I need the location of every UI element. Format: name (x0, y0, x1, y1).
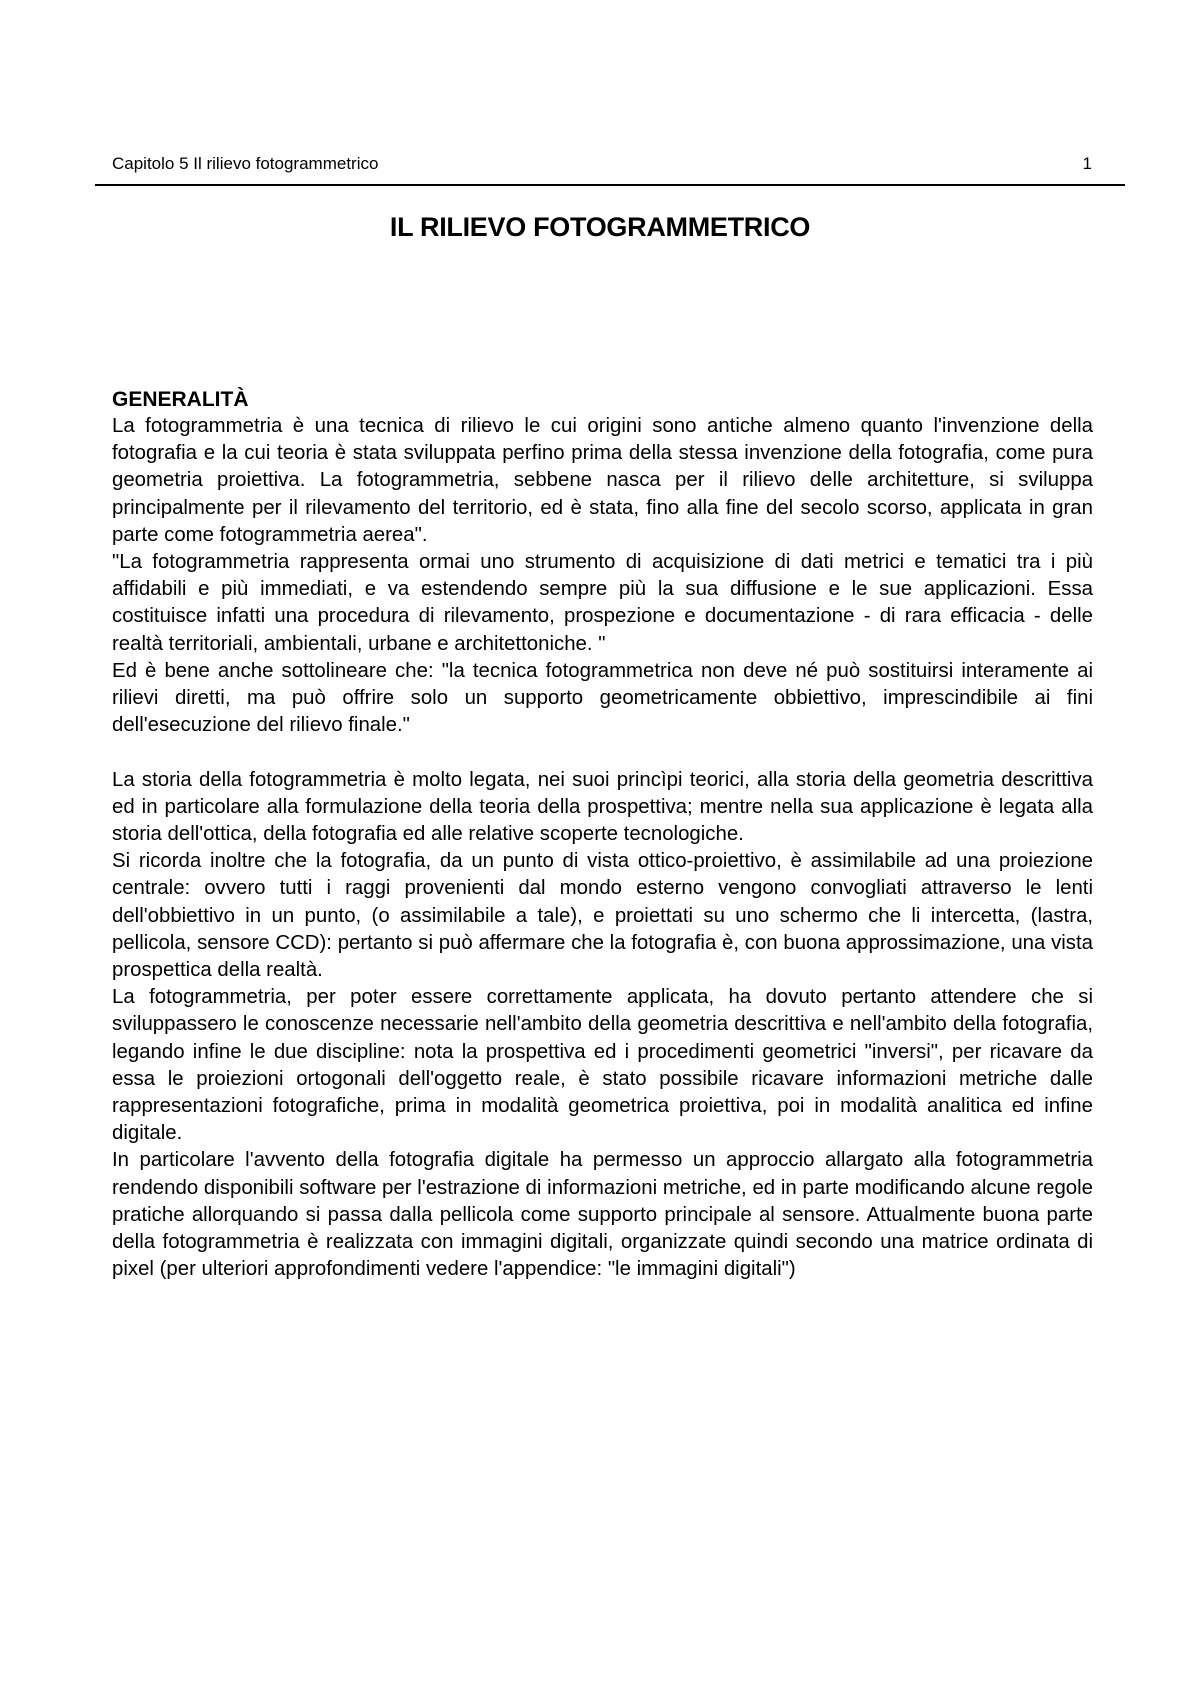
paragraph-1: La fotogrammetria è una tecnica di rilievo le cui origini sono antiche almeno quanto l'invenzione della fotografia e la cui teoria è stata sviluppata perfino prima della stessa invenzione della fotografia, come pura geometria proiettiva. La fotogrammetria, sebbene nasca per il rilievo delle architetture, si sviluppa principalmente per il rilevamento del territorio, ed è stata, fino alla fine del secolo scorso, applicata in gran parte come fotogrammetria aerea". (112, 415, 1093, 546)
section-body (112, 413, 1093, 1283)
document-title: IL RILIEVO FOTOGRAMMETRICO (389, 212, 811, 242)
running-header (95, 153, 1125, 175)
paragraph-2: "La fotogrammetria rappresenta ormai uno strumento di acquisizione di dati metrici e tematici tra i più affidabili e più immediati, e va estendendo sempre più la sua diffusione e le sue applicazioni. Essa costituisce infatti una procedura di rilevamento, prospezione e documentazione - di rara efficacia - delle realtà territoriali, ambientali, urbane e architettoniche. " (112, 551, 1093, 655)
paragraph-5: Si ricorda inoltre che la fotografia, da un punto di vista ottico-proiettivo, è assimilabile ad una proiezione centrale: ovvero tutti i raggi provenienti dal mondo esterno vengono convogliati attraverso le lenti dell'obbiettivo in un punto, (o assimilabile a tale), e proiettati su uno schermo che li intercetta, (lastra, pellicola, sensore CCD): pertanto si può affermare che la fotografia è, con buona approssimazione, una vista prospettica della realtà. (112, 850, 1093, 982)
paragraph-3: Ed è bene anche sottolineare che: "la tecnica fotogrammetrica non deve né può sostituirsi interamente ai rilievi diretti, ma può offrire solo un supporto geometricamente obbiettivo, imprescindibile ai fini dell'esecuzione del rilievo finale." (112, 659, 1093, 737)
page-number: 1 (1082, 154, 1092, 173)
paragraph-7: In particolare l'avvento della fotografia digitale ha permesso un approccio allargato alla fotogrammetria rendendo disponibili software per l'estrazione di informazioni metriche, ed in parte modificando alcune regole pratiche allorquando si passa dalla pellicola come supporto principale al sensore. Attualmente buona parte della fotogrammetria è realizzata con immagini digitali, organizzate quindi secondo una matrice ordinata di pixel (per ulteriori approfondimenti vedere l'appendice: "le immagini digitali") (112, 1149, 1093, 1281)
header-rule (95, 184, 1125, 186)
section-heading: GENERALITÀ (112, 388, 249, 411)
section-generalita (112, 386, 1093, 1283)
paragraph-6: La fotogrammetria, per poter essere correttamente applicata, ha dovuto pertanto attendere che si sviluppassero le conoscenze necessarie nell'ambito della geometria descrittiva e nell'ambito della fotografia, legando infine le due discipline: nota la prospettiva ed i procedimenti geometrici "inversi", per ricavare da essa le proiezioni ortogonali dell'oggetto reale, è stato possibile ricavare informazioni metriche dalle rappresentazioni fotografiche, prima in modalità geometrica proiettiva, poi in modalità analitica ed infine digitale. (112, 986, 1093, 1145)
running-header-title: Capitolo 5 Il rilievo fotogrammetrico (112, 154, 379, 173)
paragraph-4: La storia della fotogrammetria è molto legata, nei suoi princìpi teorici, alla storia della geometria descrittiva ed in particolare alla formulazione della teoria della prospettiva; mentre nella sua applicazione è legata alla storia dell'ottica, della fotografia ed alle relative scoperte tecnologiche. (112, 768, 1093, 846)
